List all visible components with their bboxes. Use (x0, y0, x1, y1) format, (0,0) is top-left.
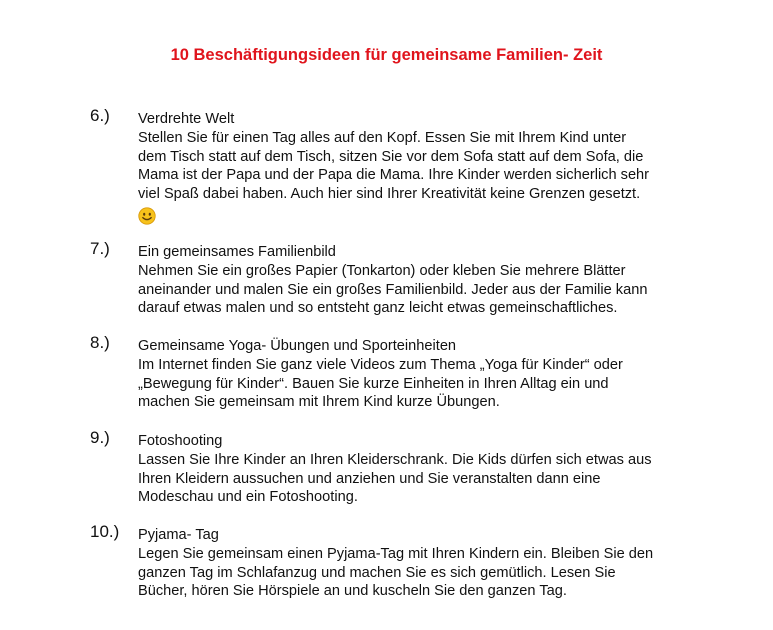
item-content (138, 110, 718, 231)
item-content (138, 243, 718, 318)
document-title: 10 Beschäftigungsideen für gemeinsame Familien- Zeit (170, 46, 603, 64)
item-body: Legen Sie gemeinsam einen Pyjama-Tag mit Ihren Kindern ein. Bleiben Sie den ganzen Tag im Schlafanzug und machen Sie es sich gemütlich. Lesen Sie Bücher, hören Sie Hörspiele an und kuscheln Sie den ganzen Tag. (138, 545, 654, 600)
item-heading: Fotoshooting (138, 433, 223, 449)
item-body: Im Internet finden Sie ganz viele Videos zum Thema „Yoga für Kinder“ oder „Bewegung für Kinder“. Bauen Sie kurze Einheiten in Ihren Alltag ein und machen Sie gemeinsam mit Ihrem Kind kurze Übungen. (138, 356, 623, 411)
item-heading: Ein gemeinsames Familienbild (138, 244, 336, 260)
item-heading: Pyjama- Tag (138, 527, 219, 543)
item-heading: Gemeinsame Yoga- Übungen und Sporteinheiten (138, 338, 457, 354)
item-number: 10.) (90, 522, 120, 541)
item-number: 7.) (90, 239, 110, 258)
item-body: Stellen Sie für einen Tag alles auf den Kopf. Essen Sie mit Ihrem Kind unter dem Tisch statt auf dem Tisch, sitzen Sie vor dem Sofa statt auf dem Sofa, die Mama ist der Papa und der Papa die Mama. Ihre Kinder werden sicherlich sehr viel Spaß dabei haben. Auch hier sind Ihrer Kreativität keine Grenzen gesetzt. (138, 129, 650, 203)
item-number: 8.) (90, 333, 110, 352)
item-content (138, 432, 718, 507)
item-body: Lassen Sie Ihre Kinder an Ihren Kleiderschrank. Die Kids dürfen sich etwas aus Ihren Kleidern aussuchen und anziehen und Sie veranstalten dann eine Modeschau und ein Fotoshooting. (138, 451, 652, 506)
item-number: 6.) (90, 106, 110, 125)
item-content (138, 337, 718, 412)
item-heading: Verdrehte Welt (138, 111, 235, 127)
smiling-face-icon (138, 207, 156, 225)
item-body: Nehmen Sie ein großes Papier (Tonkarton) oder kleben Sie mehrere Blätter aneinander und malen Sie ein großes Familienbild. Jeder aus der Familie kann darauf etwas malen und so entsteht ganz leicht etwas gemeinschaftliches. (138, 262, 648, 317)
item-number: 9.) (90, 428, 110, 447)
item-content (138, 526, 718, 601)
